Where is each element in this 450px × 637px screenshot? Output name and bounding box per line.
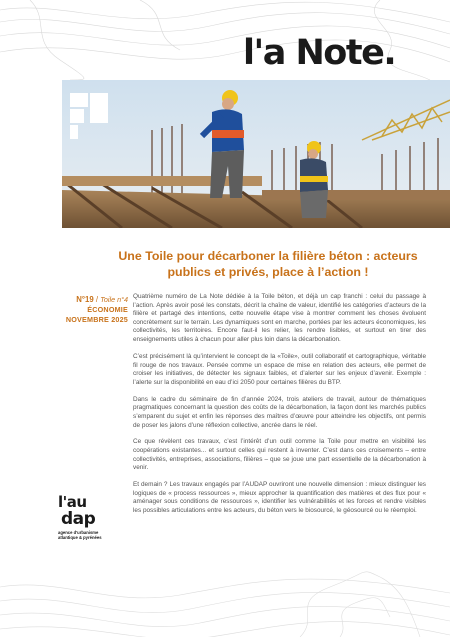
brand-mark-icon [70,93,110,139]
topographic-pattern-bottom [0,547,450,637]
cover-photo [62,80,450,228]
paragraph: Et demain ? Les travaux engagés par l’AUDAP ouvriront une nouvelle dimension : mieux distinguer les logiques de « process ressources », mieux approcher la quantification des matières et des flux pour « aménager sous conditions de ressources », identifier les vulnérabilités et les forces et rendre visibles les possibles articulations entre les acteurs, du béton vers le biosourcé, le géosourcé ou le réemploi. [133,481,426,515]
issue-category: ÉCONOMIE [87,305,128,314]
article-body [133,293,426,524]
paragraph: Ce que révèlent ces travaux, c’est l’intérêt d’un outil comme la Toile pour mettre en visibilité les coopérations existantes... et surtout celles qui restent à inventer. C’est dans ces croisements – entre collectivités, entreprises, associations, filières – que se joue une part essentielle de la décarbonation à venir. [133,438,426,472]
issue-separator: / [93,295,101,304]
masthead-title: l'a Note. [243,33,396,73]
agency-logo-line2: dap [61,509,96,529]
issue-number: N°19 [76,295,94,304]
agency-logo-line1: l'au [58,493,87,511]
issue-meta [36,293,128,325]
paragraph: C’est précisément là qu’intervient le concept de la «Toile», outil collaboratif et cartographique, véritable fil rouge de nos travaux. Pensée comme un espace de mise en relation des acteurs, elle permet de croiser les initiatives, de détecter les signaux faibles, et d’alerter sur les enjeux d’avenir. Exemple : l’alerte sur la disponibilité en eau d’ici 2050 pour certaines filières du BTP. [133,352,426,386]
issue-subtitle: Toile n°4 [100,295,128,304]
issue-date: NOVEMBRE 2025 [65,315,128,324]
article-headline: Une Toile pour décarboner la filière béton : acteurs publics et privés, place à l’action ! [118,249,418,279]
agency-logo [58,494,108,540]
paragraph: Dans le cadre du séminaire de fin d’année 2024, trois ateliers de travail, autour de thématiques pragmatiques concernant la question des coûts de la décarbonation, la façon dont les marchés publics s’emparent du sujet et enfin les réponses des maîtres d’œuvre pour atteindre les objectifs, ont permis de poser les jalons d’une réflexion collective, ancrée dans le réel. [133,395,426,429]
paragraph: Quatrième numéro de La Note dédiée à la Toile béton, et déjà un cap franchi : celui du passage à l’action. Après avoir posé les constats, décrit la chaîne de valeur, identifié les catégories d’acteurs de la filière et partagé des intentions, cette nouvelle étape vise à montrer comment les choses évoluent concrètement sur le terrain. Les dynamiques sont en marche, portées par les acteurs économiques, les collectivités, les territoires. Encore faut-il les relier, les rendre lisibles, et surtout en tirer des enseignements utiles à chacun pour aller plus loin dans la décarbonation. [133,293,426,343]
agency-tagline: agence d'urbanisme atlantique & pyrénées [58,530,102,540]
